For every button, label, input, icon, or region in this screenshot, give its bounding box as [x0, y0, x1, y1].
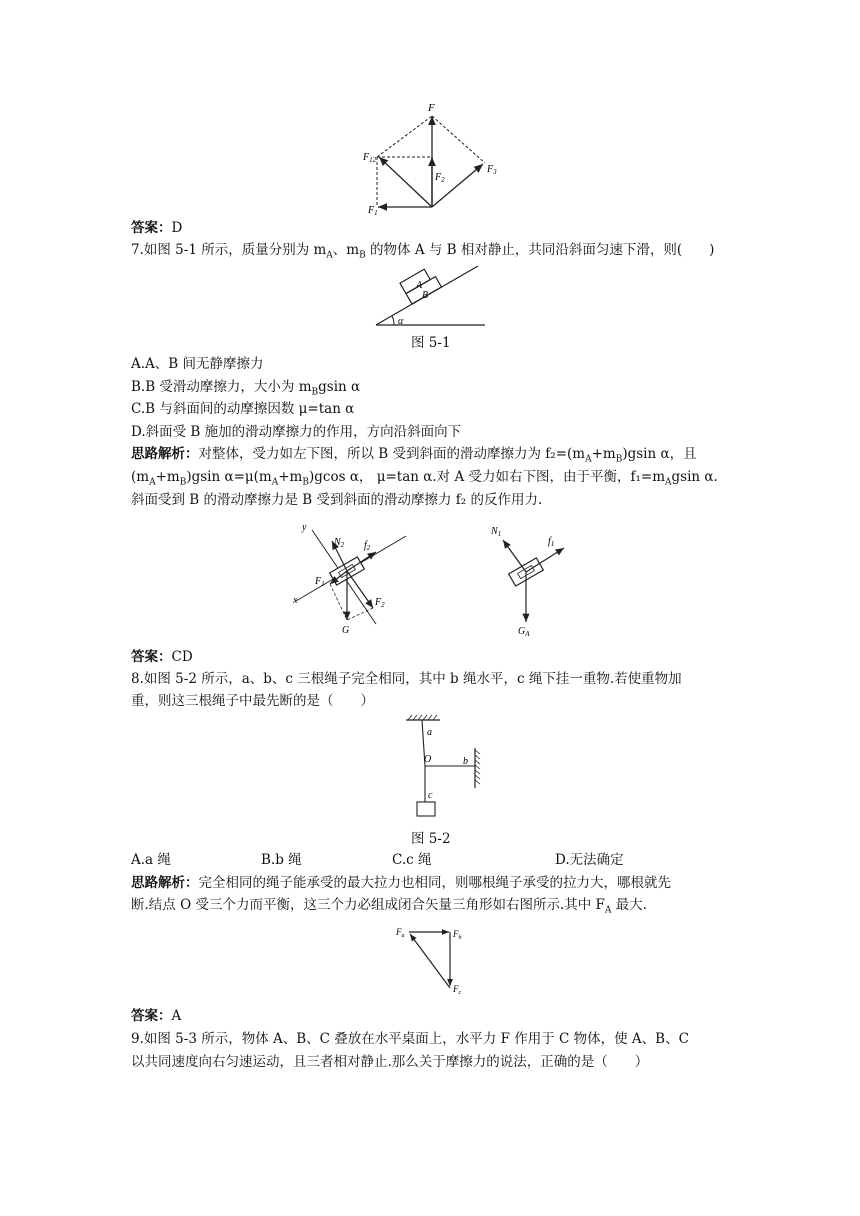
figure-caption-5-1: 图 5-1 [411, 335, 451, 351]
q8-analysis-line-2: 断.结点 O 受三个力而平衡，这三个力必组成闭合矢量三角形如右图所示.其中 $F_A$ 最大. [131, 897, 647, 916]
q7-option-c: C.B 与斜面间的动摩擦因数 μ=tan α [131, 401, 355, 417]
q8-option-c: C.c 绳 [392, 852, 432, 868]
q9-stem-line-2: 以共同速度向右匀速运动，且三者相对静止.那么关于摩擦力的说法，正确的是（ ） [131, 1054, 649, 1070]
svg-text:A: A [416, 280, 423, 291]
svg-text:F1: $F_1$ [315, 576, 325, 588]
block-a-force-figure [486, 518, 576, 640]
q7-option-b: B.B 受滑动摩擦力，大小为 $m_Bgsin$ α [131, 379, 361, 398]
answer-7: 答案：CD [131, 649, 193, 665]
svg-text:x: x [293, 595, 298, 606]
q8-option-b: B.b 绳 [261, 852, 302, 868]
force-triangle-figure [394, 922, 469, 998]
svg-text:y: y [302, 522, 307, 533]
svg-text:O: O [424, 754, 432, 765]
force-decomposition-figure [355, 100, 505, 220]
q7-analysis-line-3: 斜面受到 B 的滑动摩擦力是 B 受到斜面的滑动摩擦力 f₂ 的反作用力. [131, 492, 543, 508]
q7-option-d: D.斜面受 B 施加的滑动摩擦力的作用，方向沿斜面向下 [131, 424, 462, 440]
svg-text:N1: $N_1$ [491, 526, 502, 538]
q7-analysis-line-1: 思路解析：对整体，受力如左下图，所以 B 受到斜面的滑动摩擦力为 $f_2=(m_A+m_B)gsin$ α，且 [131, 446, 697, 465]
label-F: F [428, 102, 435, 114]
svg-text:f1: $f_1$ [548, 536, 555, 548]
incline-figure-5-1 [372, 262, 492, 332]
whole-body-force-figure [290, 518, 420, 640]
svg-text:α: α [398, 316, 404, 327]
svg-text:f2: $f_2$ [364, 540, 371, 552]
figure-caption-5-2: 图 5-2 [411, 831, 451, 847]
q8-stem-line-2: 重，则这三根绳子中最先断的是（ ） [131, 693, 374, 709]
svg-text:Fa: $F_a$ [396, 927, 405, 939]
q8-stem-line-1: 8.如图 5-2 所示，a、b、c 三根绳子完全相同，其中 b 绳水平，c 绳下挂一重物.若使重物加 [131, 671, 682, 687]
svg-text:a: a [427, 727, 432, 738]
svg-text:Fc: $F_c$ [453, 984, 462, 996]
q8-option-a: A.a 绳 [131, 852, 171, 868]
q7-option-a: A.A、B 间无静摩擦力 [131, 356, 264, 372]
q9-stem-line-1: 9.如图 5-3 所示，物体 A、B、C 叠放在水平桌面上，水平力 F 作用于 C 物体，使 A、B、C [131, 1031, 689, 1047]
question-7-stem: 7.如图 5-1 所示，质量分别为 $m_A$、$m_B$ 的物体 A 与 B 相对静止，共同沿斜面匀速下滑，则( ) [131, 242, 715, 261]
svg-text:N2: $N_2$ [334, 537, 345, 549]
svg-text:Fb: $F_b$ [453, 929, 462, 941]
answer-8: 答案：A [131, 1008, 182, 1024]
svg-text:G: G [342, 625, 350, 636]
svg-text:c: c [428, 790, 433, 801]
svg-text:F2: $F_2$ [375, 597, 385, 609]
rope-figure-5-2 [400, 714, 490, 820]
svg-text:GA: $G_A$ [518, 626, 530, 638]
svg-text:F12: $F_{12}$ [363, 152, 377, 164]
q7-analysis-line-2: $(m_A+m_B)gsin$ $\alpha=\mu(m_A+m_B)gcos$ α， μ=tan α.对 A 受力如右下图，由于平衡，$f_1=m_Agsin$ α. [131, 469, 718, 488]
svg-text:B: B [422, 290, 429, 301]
svg-text:F2: $F_2$ [435, 172, 445, 184]
q8-analysis-line-1: 思路解析：完全相同的绳子能承受的最大拉力也相同，则哪根绳子承受的拉力大，哪根就先 [131, 875, 671, 891]
answer-6: 答案：D [131, 220, 183, 236]
svg-text:b: b [463, 756, 468, 767]
q8-option-d: D.无法确定 [555, 852, 624, 868]
svg-text:F1: $F_1$ [368, 205, 378, 217]
svg-text:F3: $F_3$ [487, 164, 497, 176]
